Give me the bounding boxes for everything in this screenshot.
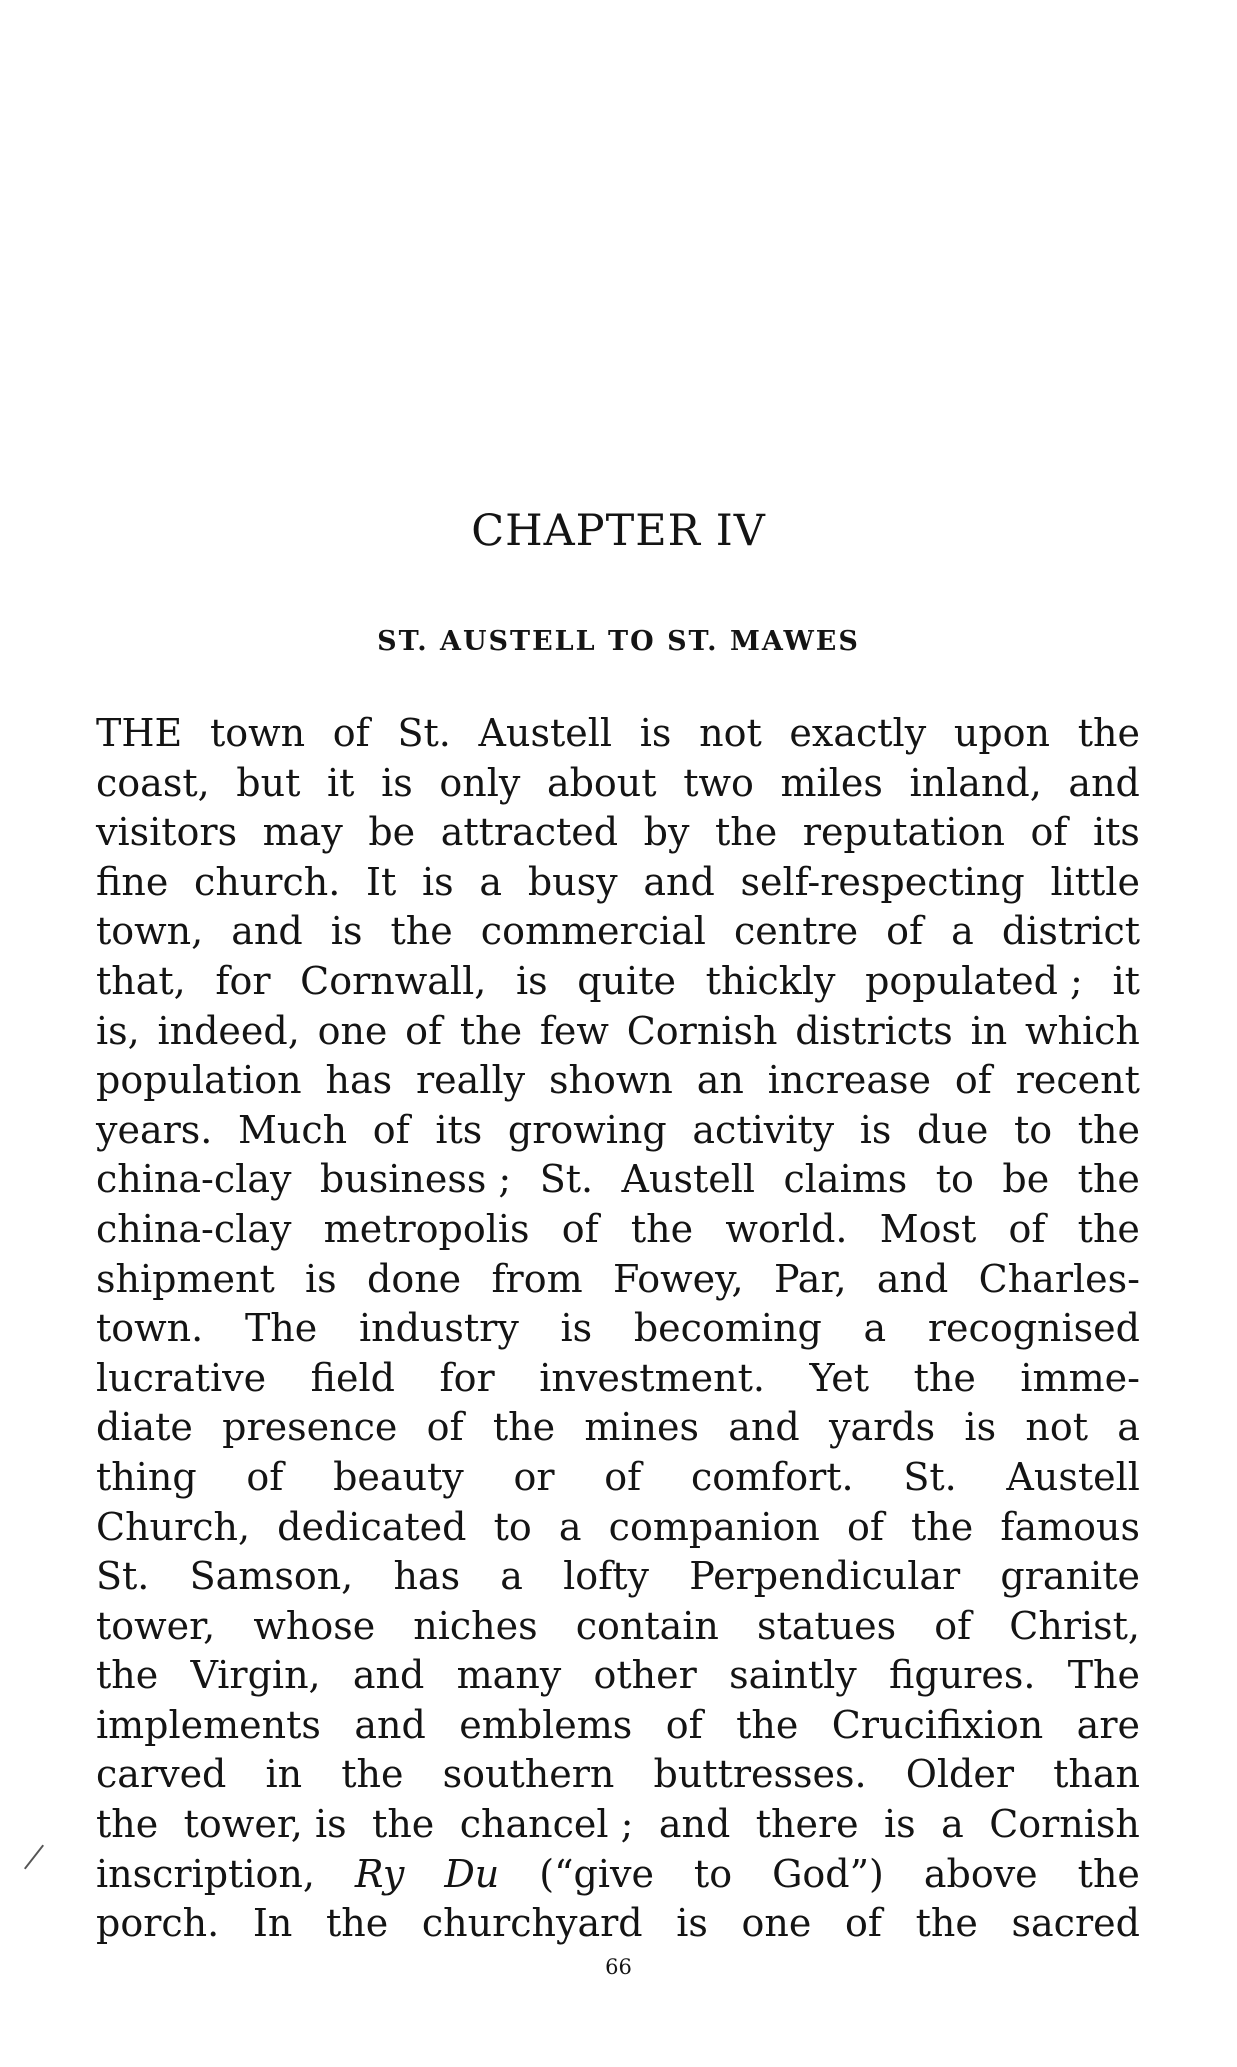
word: field bbox=[310, 1355, 395, 1400]
word: In bbox=[252, 1901, 293, 1946]
word: of bbox=[426, 1405, 464, 1450]
word: statues bbox=[756, 1603, 897, 1648]
word: to bbox=[493, 1504, 532, 1549]
word: Ry bbox=[354, 1851, 405, 1896]
word: of bbox=[845, 1901, 882, 1946]
word: one bbox=[317, 1008, 388, 1053]
word: in bbox=[970, 1008, 1008, 1053]
word: Charles- bbox=[978, 1256, 1140, 1301]
word: of bbox=[1030, 810, 1068, 855]
text-line bbox=[96, 1651, 1140, 1701]
text-line bbox=[96, 709, 1140, 759]
word: Austell bbox=[1006, 1454, 1140, 1499]
text-line bbox=[96, 1701, 1140, 1751]
word: tower, bbox=[96, 1603, 216, 1648]
word: about bbox=[546, 760, 657, 805]
word: business ; bbox=[319, 1157, 512, 1202]
word: St. bbox=[539, 1157, 594, 1202]
word: other bbox=[593, 1653, 697, 1698]
word: done bbox=[367, 1256, 462, 1301]
text-line bbox=[96, 1255, 1140, 1305]
margin-pencil-mark bbox=[24, 1845, 44, 1870]
word: presence bbox=[222, 1405, 398, 1450]
word: the bbox=[96, 1653, 159, 1698]
text-line bbox=[96, 1304, 1140, 1354]
word: the bbox=[459, 1008, 523, 1053]
word: whose bbox=[253, 1603, 376, 1648]
text-line bbox=[96, 1205, 1140, 1255]
word: is bbox=[381, 760, 413, 805]
word: reputation bbox=[802, 810, 1005, 855]
word: mines bbox=[584, 1405, 700, 1450]
word: to bbox=[935, 1157, 974, 1202]
word: yards bbox=[829, 1405, 936, 1450]
word: shipment bbox=[96, 1256, 275, 1301]
word: not bbox=[699, 711, 762, 755]
word: activity bbox=[692, 1107, 835, 1152]
word: and bbox=[876, 1256, 949, 1301]
word: it bbox=[1112, 958, 1140, 1003]
word: imme- bbox=[1020, 1355, 1140, 1400]
word: growing bbox=[507, 1107, 667, 1152]
word: a bbox=[1117, 1405, 1140, 1450]
word: inland, bbox=[909, 760, 1042, 805]
word: God”) bbox=[772, 1851, 884, 1896]
chapter-subtitle: ST. AUSTELL TO ST. MAWES bbox=[377, 626, 860, 657]
word: its bbox=[1092, 810, 1140, 855]
word: of bbox=[332, 711, 370, 755]
word: sacred bbox=[1011, 1901, 1140, 1946]
text-line bbox=[96, 1354, 1140, 1404]
word: in bbox=[265, 1752, 303, 1797]
word: figures. bbox=[889, 1653, 1036, 1698]
word: not bbox=[1025, 1405, 1088, 1450]
word: coast, bbox=[96, 760, 210, 805]
word: of bbox=[246, 1454, 284, 1499]
word: thickly bbox=[705, 958, 836, 1003]
word: church. bbox=[194, 859, 341, 904]
word: tower, is bbox=[183, 1802, 347, 1847]
word: the bbox=[372, 1802, 435, 1847]
word: It bbox=[366, 859, 397, 904]
word: carved bbox=[96, 1752, 227, 1797]
page-number: 66 bbox=[605, 1955, 632, 1979]
word: centre bbox=[733, 909, 859, 954]
word: exactly bbox=[789, 711, 927, 755]
word: Samson, bbox=[189, 1554, 354, 1599]
word: of bbox=[665, 1702, 703, 1747]
text-line bbox=[96, 1850, 1140, 1900]
word: populated ; bbox=[865, 958, 1083, 1003]
word: few bbox=[539, 1008, 609, 1053]
word: self-respecting bbox=[740, 859, 1025, 904]
word: two bbox=[683, 760, 754, 805]
word: of bbox=[561, 1206, 599, 1251]
word: quite bbox=[577, 958, 676, 1003]
text-line bbox=[96, 1056, 1140, 1106]
word: shown bbox=[549, 1058, 673, 1103]
word: the bbox=[96, 1802, 159, 1847]
word: china-clay bbox=[96, 1157, 292, 1202]
word: a bbox=[479, 859, 503, 904]
word: diate bbox=[96, 1405, 193, 1450]
word: Church, bbox=[96, 1504, 251, 1549]
text-line bbox=[96, 1106, 1140, 1156]
word: Perpendicular bbox=[689, 1554, 961, 1599]
word: and bbox=[658, 1802, 731, 1847]
chapter-title: CHAPTER IV bbox=[471, 506, 766, 556]
word: a bbox=[951, 909, 974, 954]
word: thing bbox=[96, 1454, 197, 1499]
word: metropolis bbox=[323, 1206, 530, 1251]
word: porch. bbox=[96, 1901, 220, 1946]
word: comfort. bbox=[690, 1454, 854, 1499]
word: of bbox=[405, 1008, 443, 1053]
word: the bbox=[913, 1355, 976, 1400]
word: of bbox=[886, 909, 924, 954]
text-line bbox=[96, 1552, 1140, 1602]
word: of bbox=[604, 1454, 642, 1499]
text-line bbox=[96, 957, 1140, 1007]
word: companion bbox=[608, 1504, 820, 1549]
word: lucrative bbox=[96, 1355, 267, 1400]
word: town. bbox=[96, 1306, 204, 1351]
word: investment. bbox=[539, 1355, 765, 1400]
word: to bbox=[693, 1851, 733, 1896]
text-line bbox=[96, 1007, 1140, 1057]
word: the bbox=[1077, 1157, 1140, 1202]
word: is bbox=[305, 1256, 337, 1301]
word: that, bbox=[96, 958, 186, 1003]
text-line bbox=[96, 1453, 1140, 1503]
word: The bbox=[244, 1306, 318, 1351]
word: is, bbox=[96, 1008, 140, 1053]
word: St. bbox=[903, 1454, 957, 1499]
word: The bbox=[1067, 1653, 1140, 1698]
word: a bbox=[941, 1802, 964, 1847]
word: Fowey, bbox=[612, 1256, 744, 1301]
word: Cornish bbox=[626, 1008, 778, 1053]
word: of bbox=[934, 1603, 972, 1648]
word: but bbox=[236, 760, 301, 805]
word: town, bbox=[96, 909, 204, 954]
word: Austell bbox=[478, 711, 613, 755]
word: only bbox=[439, 760, 521, 805]
word: many bbox=[456, 1653, 562, 1698]
word: attracted bbox=[440, 810, 619, 855]
word: Christ, bbox=[1009, 1603, 1140, 1648]
word: Crucifixion bbox=[831, 1702, 1044, 1747]
word: the bbox=[736, 1702, 799, 1747]
word: St. bbox=[96, 1554, 150, 1599]
word: years. bbox=[96, 1107, 213, 1152]
word: the bbox=[630, 1206, 694, 1251]
text-line bbox=[96, 1800, 1140, 1850]
word: THE bbox=[96, 711, 183, 755]
word: (“give bbox=[539, 1851, 654, 1896]
word: and bbox=[643, 859, 715, 904]
word: increase bbox=[767, 1058, 931, 1103]
word: claims bbox=[783, 1157, 908, 1202]
word: niches bbox=[413, 1603, 538, 1648]
word: inscription, bbox=[96, 1851, 315, 1896]
word: visitors bbox=[96, 810, 238, 855]
word: Austell bbox=[621, 1157, 756, 1202]
word: be bbox=[368, 810, 416, 855]
word: is bbox=[330, 909, 363, 954]
text-line bbox=[96, 1899, 1140, 1949]
word: and bbox=[728, 1405, 800, 1450]
word: miles bbox=[780, 760, 883, 805]
word: Most bbox=[879, 1206, 977, 1251]
word: and bbox=[231, 909, 303, 954]
word: there bbox=[755, 1802, 859, 1847]
word: its bbox=[435, 1107, 483, 1152]
word: southern bbox=[442, 1752, 615, 1797]
text-line bbox=[96, 808, 1140, 858]
text-line bbox=[96, 1602, 1140, 1652]
word: and bbox=[1068, 760, 1140, 805]
word: busy bbox=[527, 859, 618, 904]
word: is bbox=[964, 1405, 997, 1450]
word: beauty bbox=[333, 1454, 464, 1499]
word: is bbox=[859, 1107, 892, 1152]
word: the bbox=[1077, 711, 1140, 755]
word: a bbox=[558, 1504, 582, 1549]
word: of bbox=[954, 1058, 992, 1103]
word: is bbox=[560, 1306, 593, 1351]
word: the bbox=[325, 1901, 389, 1946]
word: town bbox=[209, 711, 306, 755]
text-line bbox=[96, 907, 1140, 957]
text-line bbox=[96, 1503, 1140, 1553]
word: buttresses. bbox=[653, 1752, 867, 1797]
word: recognised bbox=[927, 1306, 1140, 1351]
word: is bbox=[422, 859, 454, 904]
word: which bbox=[1024, 1008, 1140, 1053]
word: has bbox=[393, 1554, 461, 1599]
word: Older bbox=[905, 1752, 1014, 1797]
word: is bbox=[884, 1802, 916, 1847]
word: china-clay bbox=[96, 1206, 292, 1251]
word: Cornwall, bbox=[300, 958, 487, 1003]
word: St. bbox=[397, 711, 451, 755]
word: really bbox=[416, 1058, 526, 1103]
word: of bbox=[372, 1107, 410, 1152]
word: Cornish bbox=[989, 1802, 1140, 1847]
word: becoming bbox=[633, 1306, 822, 1351]
word: indeed, bbox=[157, 1008, 300, 1053]
word: and bbox=[352, 1653, 425, 1698]
word: is bbox=[639, 711, 672, 755]
word: due bbox=[917, 1107, 989, 1152]
word: the bbox=[1077, 1206, 1140, 1251]
word: recent bbox=[1015, 1058, 1140, 1103]
word: an bbox=[696, 1058, 744, 1103]
word: a bbox=[500, 1554, 523, 1599]
word: churchyard bbox=[421, 1901, 643, 1946]
text-line bbox=[96, 1403, 1140, 1453]
word: the bbox=[492, 1405, 556, 1450]
word: contain bbox=[575, 1603, 719, 1648]
word: Du bbox=[444, 1851, 500, 1896]
body-paragraph bbox=[96, 709, 1140, 1949]
word: above bbox=[923, 1851, 1038, 1896]
text-line bbox=[96, 858, 1140, 908]
text-line bbox=[96, 1750, 1140, 1800]
word: the bbox=[390, 909, 453, 954]
word: implements bbox=[96, 1702, 321, 1747]
word: be bbox=[1002, 1157, 1050, 1202]
word: for bbox=[439, 1355, 495, 1400]
word: population bbox=[96, 1058, 302, 1103]
word: is bbox=[515, 958, 548, 1003]
text-line bbox=[96, 1155, 1140, 1205]
word: to bbox=[1013, 1107, 1053, 1152]
word: granite bbox=[1000, 1554, 1140, 1599]
word: commercial bbox=[480, 909, 706, 954]
word: than bbox=[1053, 1752, 1140, 1797]
word: emblems bbox=[459, 1702, 633, 1747]
word: lofty bbox=[563, 1554, 649, 1599]
word: dedicated bbox=[277, 1504, 467, 1549]
word: the bbox=[1077, 1851, 1140, 1896]
word: saintly bbox=[729, 1653, 857, 1698]
word: a bbox=[863, 1306, 887, 1351]
word: Virgin, bbox=[190, 1653, 321, 1698]
word: the bbox=[341, 1752, 404, 1797]
word: Yet bbox=[809, 1355, 870, 1400]
word: little bbox=[1050, 859, 1140, 904]
word: it bbox=[327, 760, 355, 805]
word: by bbox=[643, 810, 690, 855]
word: may bbox=[262, 810, 343, 855]
word: the bbox=[915, 1901, 978, 1946]
word: the bbox=[1077, 1107, 1140, 1152]
word: of bbox=[846, 1504, 884, 1549]
word: are bbox=[1076, 1702, 1140, 1747]
word: and bbox=[354, 1702, 426, 1747]
word: has bbox=[325, 1058, 393, 1103]
word: for bbox=[215, 958, 271, 1003]
text-line bbox=[96, 759, 1140, 809]
word: districts bbox=[795, 1008, 953, 1053]
word: chancel ; bbox=[459, 1802, 634, 1847]
word: upon bbox=[953, 711, 1051, 755]
word: fine bbox=[96, 859, 169, 904]
word: the bbox=[911, 1504, 974, 1549]
word: from bbox=[491, 1256, 583, 1301]
word: district bbox=[1001, 909, 1140, 954]
word: famous bbox=[1000, 1504, 1140, 1549]
word: or bbox=[513, 1454, 555, 1499]
word: the bbox=[715, 810, 778, 855]
word: of bbox=[1008, 1206, 1046, 1251]
word: Much bbox=[237, 1107, 348, 1152]
word: is bbox=[676, 1901, 708, 1946]
word: industry bbox=[358, 1306, 519, 1351]
word: Par, bbox=[773, 1256, 847, 1301]
word: world. bbox=[725, 1206, 848, 1251]
word: one bbox=[741, 1901, 812, 1946]
